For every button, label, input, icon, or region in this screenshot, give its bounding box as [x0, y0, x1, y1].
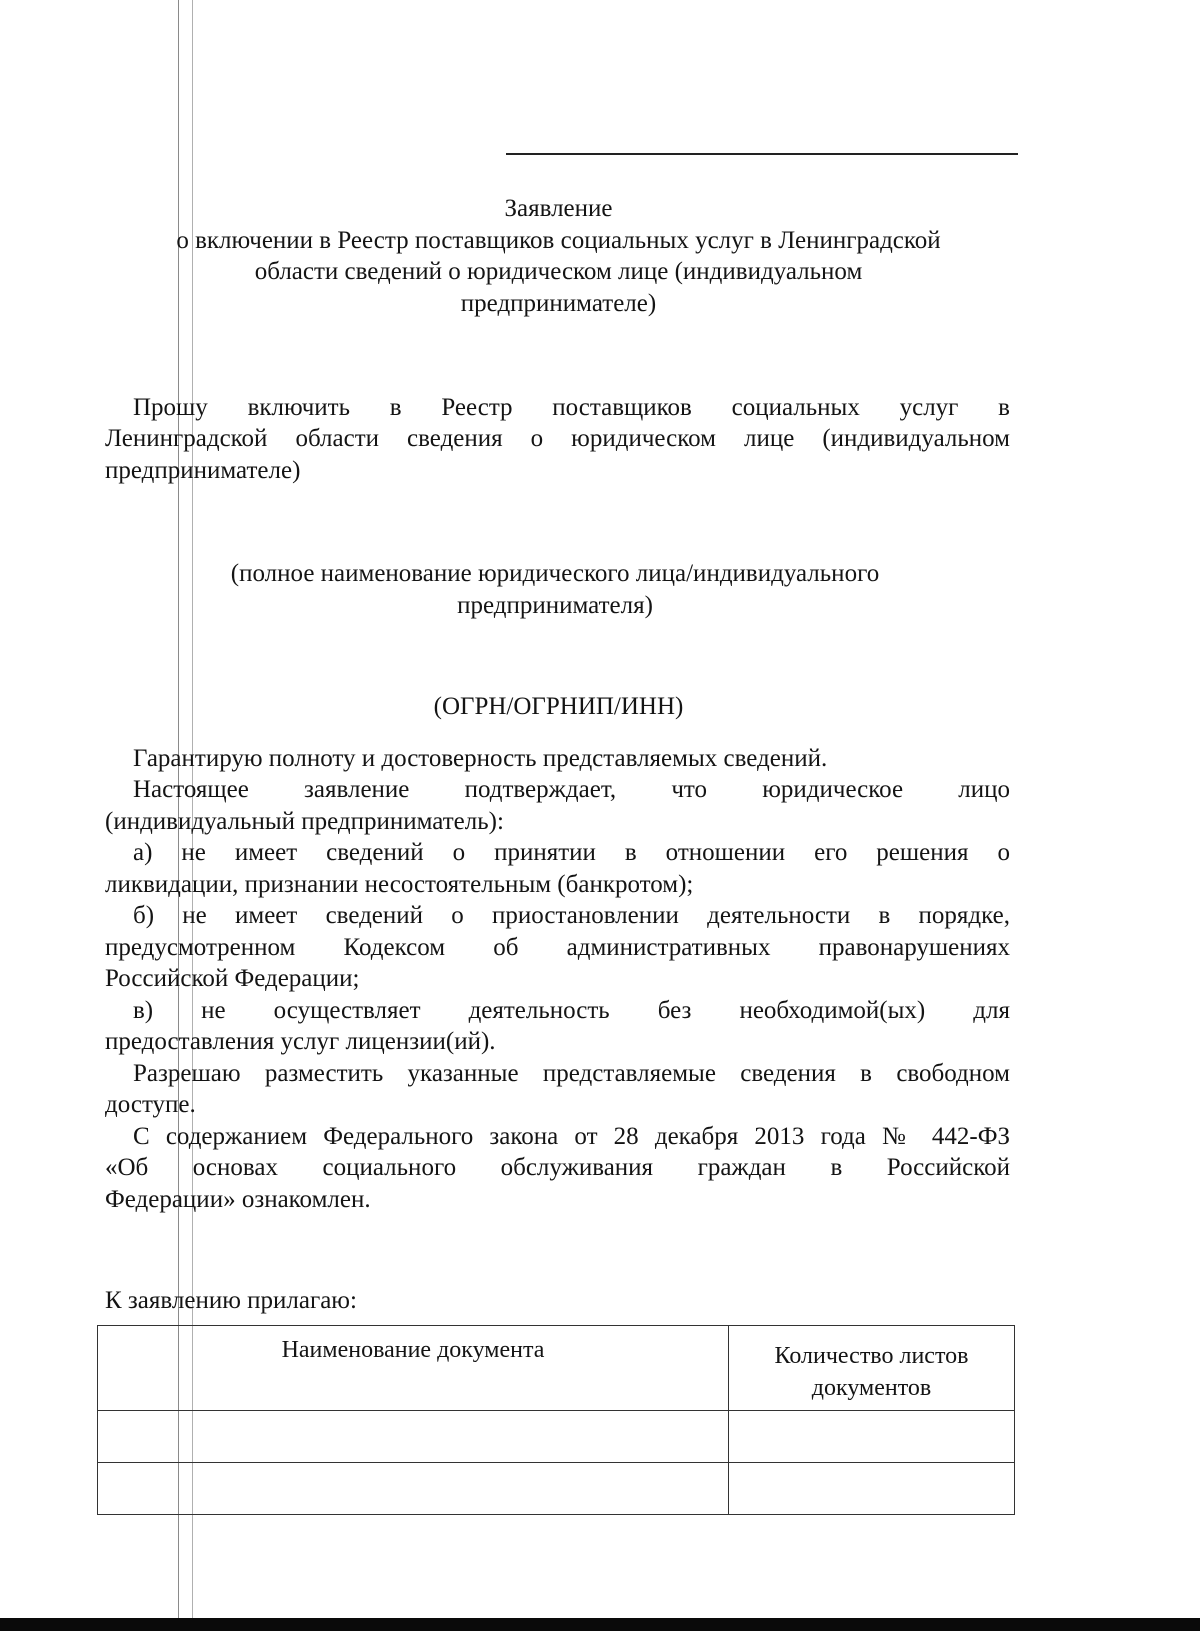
scan-bottom-edge	[0, 1618, 1200, 1631]
header-label: Наименование документа	[281, 1337, 545, 1363]
header-cell-sheet-count	[729, 1326, 1015, 1411]
item-b-line: предусмотренном Кодексом об административных правонарушениях	[105, 934, 1010, 961]
permit-text-line: Разрешаю разместить указанные представляемые сведения в свободном	[133, 1060, 1010, 1087]
law-text-line: Федерации» ознакомлен.	[105, 1186, 371, 1213]
header-label: Количество листов	[774, 1343, 969, 1369]
confirm-text-line: (индивидуальный предприниматель):	[105, 808, 504, 835]
item-c-line: предоставления услуг лицензии(ий).	[105, 1028, 496, 1055]
attachments-intro: К заявлению прилагаю:	[105, 1287, 357, 1314]
item-b-line: б) не имеет сведений о приостановлении деятельности в порядке,	[133, 902, 1010, 929]
table-row	[98, 1463, 1015, 1515]
recipient-signature-line	[506, 153, 1018, 155]
document-subtitle-line: о включении в Реестр поставщиков социальных услуг в Ленинградской	[176, 227, 941, 254]
item-a-line: а) не имеет сведений о принятии в отношении его решения о	[133, 839, 1010, 866]
document-subtitle-line: области сведений о юридическом лице (индивидуальном	[254, 258, 863, 285]
document-name-cell[interactable]	[98, 1411, 729, 1463]
sheet-count-cell[interactable]	[729, 1411, 1015, 1463]
law-text-line: «Об основах социального обслуживания граждан в Российской	[105, 1154, 1010, 1181]
item-a-line: ликвидации, признании несостоятельным (банкротом);	[105, 871, 694, 898]
request-text-line: предпринимателе)	[105, 457, 301, 484]
request-text-line: Прошу включить в Реестр поставщиков социальных услуг в	[133, 394, 1010, 421]
item-c-line: в) не осуществляет деятельность без необходимой(ых) для	[133, 997, 1010, 1024]
table-row	[98, 1411, 1015, 1463]
attachments-table	[97, 1325, 1015, 1515]
item-b-line: Российской Федерации;	[105, 965, 360, 992]
sheet-count-cell[interactable]	[729, 1463, 1015, 1515]
request-text-line: Ленинградской области сведения о юридическом лице (индивидуальном	[105, 425, 1010, 452]
org-name-caption: предпринимателя)	[457, 592, 653, 619]
org-name-caption: (полное наименование юридического лица/индивидуального	[230, 560, 880, 587]
document-subtitle-line: предпринимателе)	[460, 290, 657, 317]
document-title: Заявление	[504, 195, 613, 222]
law-text-line: С содержанием Федерального закона от 28 декабря 2013 года № 442-ФЗ	[133, 1123, 1010, 1150]
confirm-text-line: Настоящее заявление подтверждает, что юридическое лицо	[133, 776, 1010, 803]
guarantee-text: Гарантирую полноту и достоверность представляемых сведений.	[133, 745, 828, 772]
permit-text-line: доступе.	[105, 1091, 196, 1118]
ogrn-caption: (ОГРН/ОГРНИП/ИНН)	[433, 693, 684, 720]
header-label: документов	[811, 1375, 932, 1401]
document-name-cell[interactable]	[98, 1463, 729, 1515]
header-cell-document-name	[98, 1326, 729, 1411]
table-header-row	[98, 1326, 1015, 1411]
